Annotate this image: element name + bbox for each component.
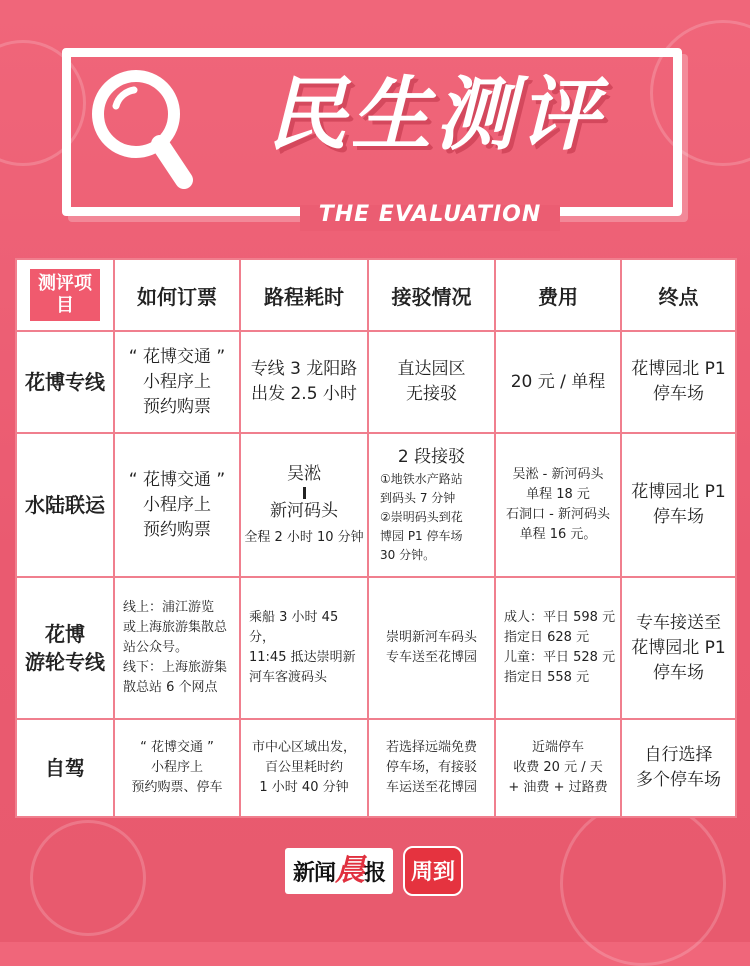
row-header: 花博专线 [16, 331, 114, 433]
column-header: 如何订票 [114, 259, 240, 331]
column-header: 终点 [621, 259, 736, 331]
table-cell: 吴淞 - 新河码头 单程 18 元 石洞口 - 新河码头 单程 16 元。 [495, 433, 621, 577]
table-row [16, 719, 736, 817]
column-header: 接驳情况 [368, 259, 495, 331]
route-connector [303, 487, 306, 499]
route-end: 新河码头 [270, 501, 338, 521]
table-cell: 市中心区域出发， 百公里耗时约 1 小时 40 分钟 [240, 719, 368, 817]
table-cell: 成人：平日 598 元 指定日 628 元 儿童：平日 528 元 指定日 558 元 [495, 577, 621, 719]
table-cell: 自行选择 多个停车场 [621, 719, 736, 817]
background-decoration [30, 820, 146, 936]
row-header: 花博 游轮专线 [16, 577, 114, 719]
table-row [16, 331, 736, 433]
transfer-title: 2 段接驳 [397, 447, 466, 467]
route-duration: 全程 2 小时 10 分钟 [244, 530, 364, 545]
table-cell: 乘船 3 小时 45 分， 11:45 抵达崇明新 河车客渡码头 [240, 577, 368, 719]
route-start: 吴淞 [287, 464, 321, 484]
table-cell: “ 花博交通 ” 小程序上 预约购票 [114, 331, 240, 433]
table-cell: “ 花博交通 ” 小程序上 预约购票 [114, 433, 240, 577]
transfer-detail: ①地铁水产路站 到码头 7 分钟 ②崇明码头到花 博园 P1 停车场 30 分钟。 [380, 472, 463, 562]
row-header: 水陆联运 [16, 433, 114, 577]
zhoudao-logo: 周到 [403, 846, 463, 896]
row-header: 自驾 [16, 719, 114, 817]
xinwen-chenbao-logo-big: 晨 [335, 853, 364, 888]
page-subtitle: THE EVALUATION [318, 202, 542, 227]
table-cell: 崇明新河车码头 专车送至花博园 [368, 577, 495, 719]
table-cell: “ 花博交通 ” 小程序上 预约购票、停车 [114, 719, 240, 817]
table-cell: 花博园北 P1 停车场 [621, 433, 736, 577]
table-cell: 近端停车 收费 20 元 / 天 + 油费 + 过路费 [495, 719, 621, 817]
xinwen-chenbao-logo-text: 新闻 [292, 860, 335, 886]
page-title: 民生测评 [267, 68, 603, 161]
table-cell [240, 433, 368, 577]
column-header: 费用 [495, 259, 621, 331]
table-row [16, 577, 736, 719]
table-cell: 专线 3 龙阳路 出发 2.5 小时 [240, 331, 368, 433]
table-cell: 直达园区 无接驳 [368, 331, 495, 433]
table-cell: 线上：浦江游览 或上海旅游集散总 站公众号。 线下：上海旅游集 散总站 6 个网点 [114, 577, 240, 719]
background-decoration [560, 800, 726, 966]
table-cell: 花博园北 P1 停车场 [621, 331, 736, 433]
table-cell: 20 元 / 单程 [495, 331, 621, 433]
table-cell [368, 433, 495, 577]
evaluation-table [15, 258, 737, 818]
column-header: 路程耗时 [240, 259, 368, 331]
header-badge-cell [16, 259, 114, 331]
table-cell: 若选择远端免费 停车场，有接驳 车运送至花博园 [368, 719, 495, 817]
xinwen-chenbao-logo [285, 848, 393, 894]
evaluation-item-badge: 测评项目 [30, 269, 100, 321]
table-cell: 专车接送至 花博园北 P1 停车场 [621, 577, 736, 719]
table-header-row [16, 259, 736, 331]
magnifier-icon [86, 62, 196, 202]
xinwen-chenbao-logo-text: 报 [364, 860, 386, 886]
table-row [16, 433, 736, 577]
